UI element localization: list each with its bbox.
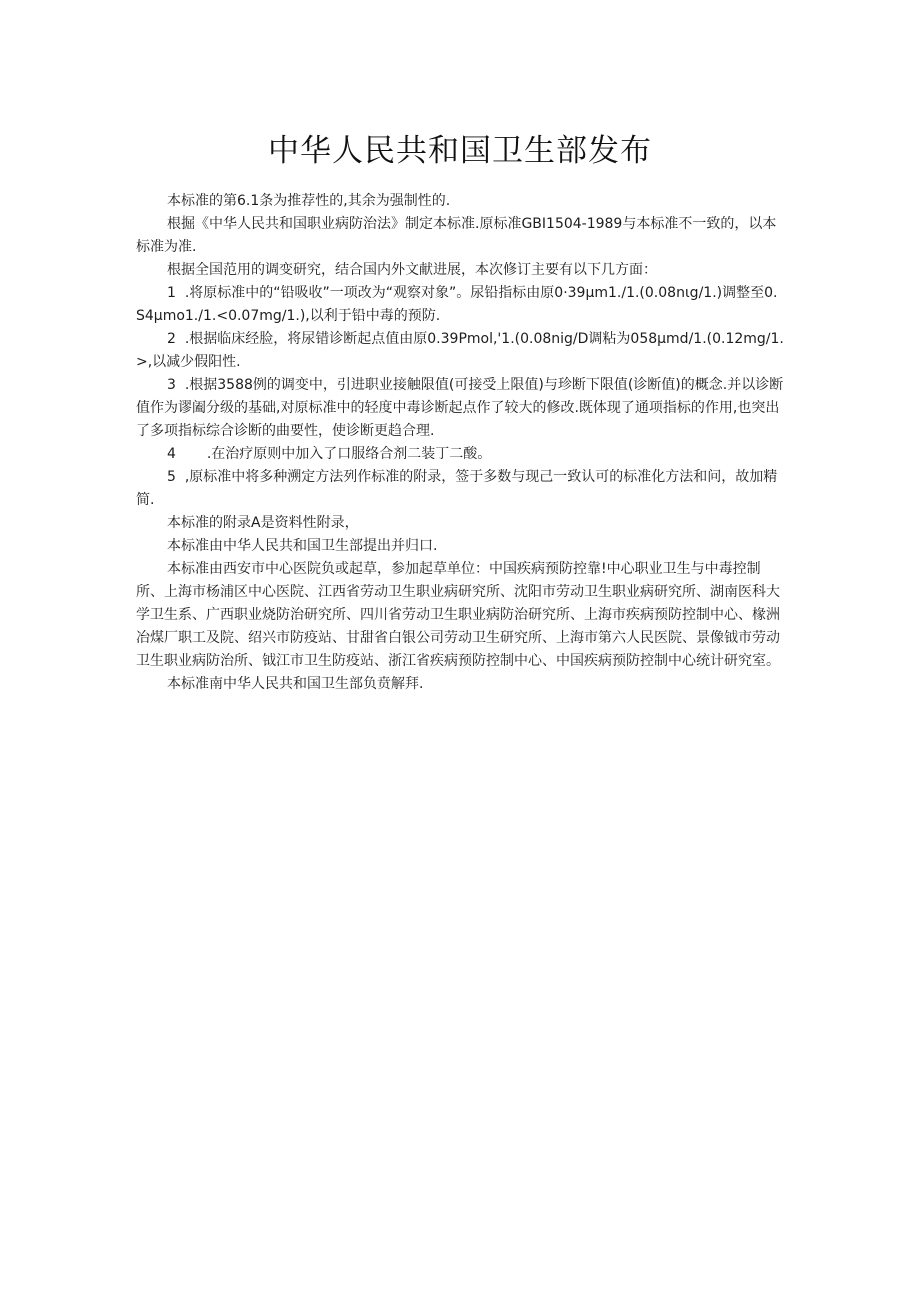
list-item-number: 3 xyxy=(167,377,176,393)
document-body xyxy=(136,190,786,696)
list-item xyxy=(136,374,786,443)
paragraph: 本标准南中华人民共和国卫生部负贲解拜. xyxy=(167,676,424,692)
list-item-text: .将原标准中的“铅吸收”一项改为“观察对象”。尿铅指标由原0·39μm1./1.(0.08nιg/1.)调整至0.S4μmo1./1.<0.07mg∕1.),以利于铅中毒的预防. xyxy=(136,285,778,324)
list-item-number: 5 xyxy=(167,469,176,485)
paragraph: 本标准由中华人民共和国卫生部提出并归口. xyxy=(167,538,438,554)
list-item xyxy=(136,466,786,512)
list-item-text: ,原标准中将多种溯定方法列作标准的附录，签于多数与现己一致认可的标准化方法和问，故加精简. xyxy=(136,469,778,508)
list-item xyxy=(136,328,786,374)
paragraph: 根掘《中华人民共和国职业病防治法》制定本标准.原标准GBI1504-1989与本标准不一致的，以本标准为准. xyxy=(136,216,777,255)
list-item-number: 4 xyxy=(167,446,176,462)
paragraph: 根据全国范用的调变研究，结合国内外文献进展，本次修订主要有以下几方面： xyxy=(167,262,657,278)
list-item-text: .根据临床经脸，将尿错诊断起点值由原0.39Pmol,'1.(0.08nig/D调粘为058μmd/1.(0.12mg∕1.>,以减少假阳性. xyxy=(136,331,784,370)
paragraph: 本标准由西安市中心医院负或起草，参加起草单位：中国疾病预防控靠!中心职业卫生与中毒控制所、上海市杨浦区中心医院、江西省劳动卫生职业病研究所、沈阳市劳动卫生职业病研究所、湖南医科大学卫生系、广西职业烧防治研究所、四川省劳动卫生职业病防治研究所、上海市疾病预防控制中心、椽洲冶煤厂职工及院、绍兴市防疫站、甘甜省白银公司劳动卫生研究所、上海市第六人民医院、景像钺市劳动卫生职业病防治所、钺江市卫生防疫站、浙江省疾病预防控制中心、中国疾病预防控制中心统计研究室。 xyxy=(136,561,780,669)
list-item xyxy=(136,443,786,466)
paragraph: 本标准的附录A是资料性附录， xyxy=(167,515,359,531)
list-item-text: .根据3588例的调变中，引进职业接触限值(可接受上限值)与珍断下限值(诊断值)的概念.并以诊断值作为谬阖分级的基础,对原标准中的轻度中毒诊断起点作了较大的修改.既体现了通项指标的作用,也突出了多项指标综合诊断的曲要性，使诊断更趋合理. xyxy=(136,377,784,439)
list-item-number: 1 xyxy=(167,285,176,301)
list-item-number: 2 xyxy=(167,331,176,347)
paragraph: 本标准的第6.1条为推荐性的,其余为强制性的. xyxy=(167,193,451,209)
list-item-text: .在治疗原则中加入了口服络合剂二装丁二酸。 xyxy=(206,446,492,462)
document-title: 中华人民共和国卫生部发布 xyxy=(268,133,652,169)
list-item xyxy=(136,282,786,328)
